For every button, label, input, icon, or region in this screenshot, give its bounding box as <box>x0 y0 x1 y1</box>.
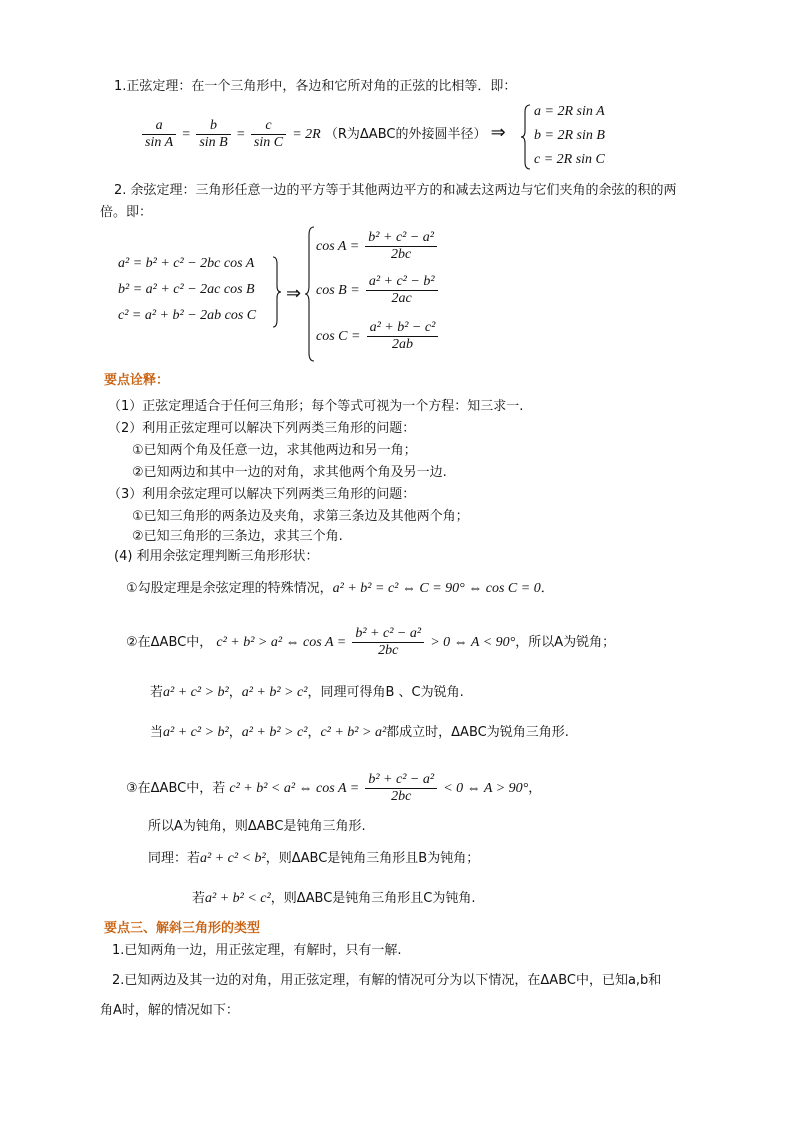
two-R: = 2R <box>292 127 321 142</box>
left-brace-icon <box>520 104 532 170</box>
radius-note: （R为ΔABC的外接圆半径） <box>324 127 487 142</box>
cos-implies-arrow: ⇒ <box>286 283 302 303</box>
note-3a: ①已知三角形的两条边及夹角，求第三条边及其他两个角； <box>132 509 469 524</box>
note-2a: ①已知两个角及任意一边，求其他两边和另一角； <box>132 443 417 458</box>
section3-point-2-line1: 2.已知两边及其一边的对角，用正弦定理，有解的情况可分为以下情况，在ΔABC中，已知a,b和 <box>112 973 662 988</box>
cosine-law-right-system <box>304 226 454 362</box>
note-2: （2）利用正弦定理可以解决下列两类三角形的问题： <box>108 421 416 436</box>
note-3b: ②已知三角形的三条边，求其三个角. <box>132 529 343 544</box>
case-3d: 若a² + b² < c²，则ΔABC是钝角三角形且C为钝角. <box>192 891 476 906</box>
cosine-law-left-system <box>118 256 288 330</box>
cosA-formula: cos A = $\frac{\text{b² + c² − a²}}{2bc}$ <box>316 230 439 263</box>
right-brace-icon <box>272 256 282 328</box>
section3-point-1: 1.已知两角一边，用正弦定理，有解时，只有一解. <box>112 943 402 958</box>
note-4: (4) 利用余弦定理判断三角形形状： <box>114 549 319 564</box>
cos-eq-b: b² = a² + c² − 2ac cos B <box>118 282 255 297</box>
case-3: ③在ΔABC中，若 c² + b² < a² ⇔ cos A = $\frac{\text{b² + c² − a²}}{2bc}$ < 0 ⇔ A > 90°， <box>126 772 542 804</box>
sys-row-c: c = 2R sin C <box>534 152 605 167</box>
fraction-a-sinA: $\frac{a}{\text{sin A}}$ <box>142 118 176 151</box>
cosine-law-statement-line1: 2. 余弦定理：三角形任意一边的平方等于其他两边平方的和减去这两边与它们夹角的余弦的积的两 <box>114 183 677 198</box>
cosC-formula: cos C = $\frac{\text{a² + b² − c²}}{2ab}$ <box>316 320 440 353</box>
case-2b: 若a² + c² > b²，a² + b² > c²，同理可得角B 、C为锐角. <box>150 685 464 700</box>
fraction-c-sinC: $\frac{c}{\text{sin C}}$ <box>251 118 286 151</box>
cos-eq-a: a² = b² + c² − 2bc cos A <box>118 256 255 271</box>
sine-law-statement: 1.正弦定理：在一个三角形中，各边和它所对角的正弦的比相等．即： <box>114 79 517 94</box>
note-2b: ②已知两边和其中一边的对角，求其他两个角及另一边. <box>132 465 447 480</box>
case-2c: 当a² + c² > b²，a² + b² > c²，c² + b² > a²都成立时，ΔABC为锐角三角形. <box>150 725 569 740</box>
cosine-law-statement-line2: 倍。即： <box>100 205 153 220</box>
case-3b: 所以A为钝角，则ΔABC是钝角三角形. <box>148 819 366 834</box>
cos-eq-c: c² = a² + b² − 2ab cos C <box>118 308 257 323</box>
section3-point-2-line2: 角A时，解的情况如下： <box>100 1003 239 1018</box>
case-2: ②在ΔABC中， c² + b² > a² ⇔ cos A = $\frac{\text{b² + c² − a²}}{2bc}$ > 0 ⇔ A < 90°，所以A为锐角； <box>126 626 616 658</box>
case-3c: 同理：若a² + c² < b²，则ΔABC是钝角三角形且B为钝角； <box>148 851 480 866</box>
left-brace-icon <box>304 226 316 362</box>
fraction-b-sinB: $\frac{b}{\text{sin B}}$ <box>196 118 230 151</box>
note-1: （1）正弦定理适合于任何三角形；每个等式可视为一个方程：知三求一. <box>108 399 524 414</box>
sys-row-b: b = 2R sin B <box>534 128 605 143</box>
sys-row-a: a = 2R sin A <box>534 104 605 119</box>
cosB-formula: cos B = $\frac{\text{a² + c² − b²}}{2ac}$ <box>316 274 440 307</box>
note-3: （3）利用余弦定理可以解决下列两类三角形的问题： <box>108 487 416 502</box>
sine-law-formula: $\frac{a}{\text{sin A}}$ = $\frac{b}{\text{sin B}}$ = $\frac{c}{\text{sin C}}$ = 2R （R为ΔABC的外接圆半径） ⇒ <box>140 118 506 151</box>
implies-arrow: ⇒ <box>490 122 506 142</box>
sine-law-system <box>520 104 630 170</box>
notes-heading: 要点诠释： <box>104 373 170 388</box>
case-1: ①勾股定理是余弦定理的特殊情况，a² + b² = c² ⇔ C = 90° ⇔ cos C = 0． <box>126 581 554 596</box>
section3-heading: 要点三、解斜三角形的类型 <box>104 921 261 936</box>
